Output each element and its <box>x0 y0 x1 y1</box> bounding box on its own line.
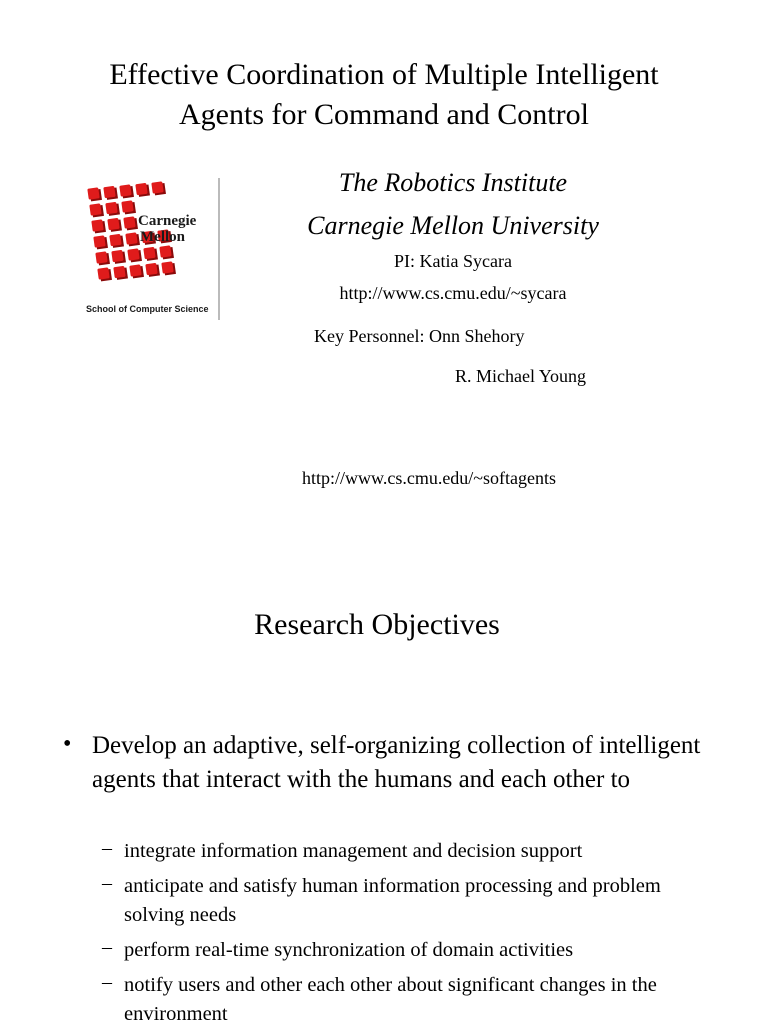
bullet-marker: • <box>63 731 72 757</box>
slide-title-line-2: Agents for Command and Control <box>179 98 589 131</box>
logo-square <box>119 184 131 196</box>
institute-name: The Robotics Institute <box>338 168 568 197</box>
bullet-text: Develop an adaptive, self-organizing collection of intelligent agents that interact with the humans and each other to <box>92 732 701 793</box>
logo-square <box>95 251 107 263</box>
logo-square <box>135 183 147 195</box>
pi-name: PI: Katia Sycara <box>394 251 512 271</box>
logo-square <box>159 245 171 257</box>
sub-dash-1: – <box>102 837 112 859</box>
key-personnel: Key Personnel: Onn Shehory <box>314 326 525 346</box>
logo-square <box>93 235 105 247</box>
logo-square <box>161 261 173 273</box>
logo-school: School of Computer Science <box>86 304 209 314</box>
logo-square <box>89 203 101 215</box>
slide-title-line-1: Effective Coordination of Multiple Intelligent <box>109 58 659 91</box>
university-name: Carnegie Mellon University <box>307 211 599 240</box>
logo-square <box>129 264 141 276</box>
project-url: http://www.cs.cmu.edu/~softagents <box>302 468 557 488</box>
sub-dash-3: – <box>102 936 112 958</box>
key-personnel-2: R. Michael Young <box>455 366 587 386</box>
sub-item-1: integrate information management and decision support <box>124 840 583 862</box>
logo-square <box>127 248 139 260</box>
sub-item-3: perform real-time synchronization of domain activities <box>124 939 574 961</box>
sub-item-2: anticipate and satisfy human information processing and problem solving needs <box>124 875 661 926</box>
logo-square <box>145 263 157 275</box>
logo-square <box>111 250 123 262</box>
logo-square <box>123 216 135 228</box>
logo-square <box>121 200 133 212</box>
logo-square <box>113 266 125 278</box>
logo-square <box>97 267 109 279</box>
logo-square <box>109 234 121 246</box>
sub-dash-4: – <box>102 971 112 993</box>
logo-square <box>103 186 115 198</box>
logo-square <box>151 181 163 193</box>
logo-square <box>107 218 119 230</box>
logo-square <box>105 202 117 214</box>
cmu-logo <box>80 178 222 320</box>
cmu-logo-graphic <box>80 178 222 320</box>
sub-item-4: notify users and other each other about significant changes in the environment <box>124 974 657 1025</box>
logo-square <box>143 247 155 259</box>
logo-divider <box>218 178 220 320</box>
logo-square <box>125 232 137 244</box>
logo-name-line-2: Mellon <box>140 229 185 245</box>
logo-square <box>87 187 99 199</box>
pi-url: http://www.cs.cmu.edu/~sycara <box>339 283 567 303</box>
sub-dash-2: – <box>102 872 112 894</box>
logo-square <box>91 219 103 231</box>
logo-name-line-1: Carnegie <box>138 213 197 229</box>
section-heading: Research Objectives <box>254 608 500 641</box>
